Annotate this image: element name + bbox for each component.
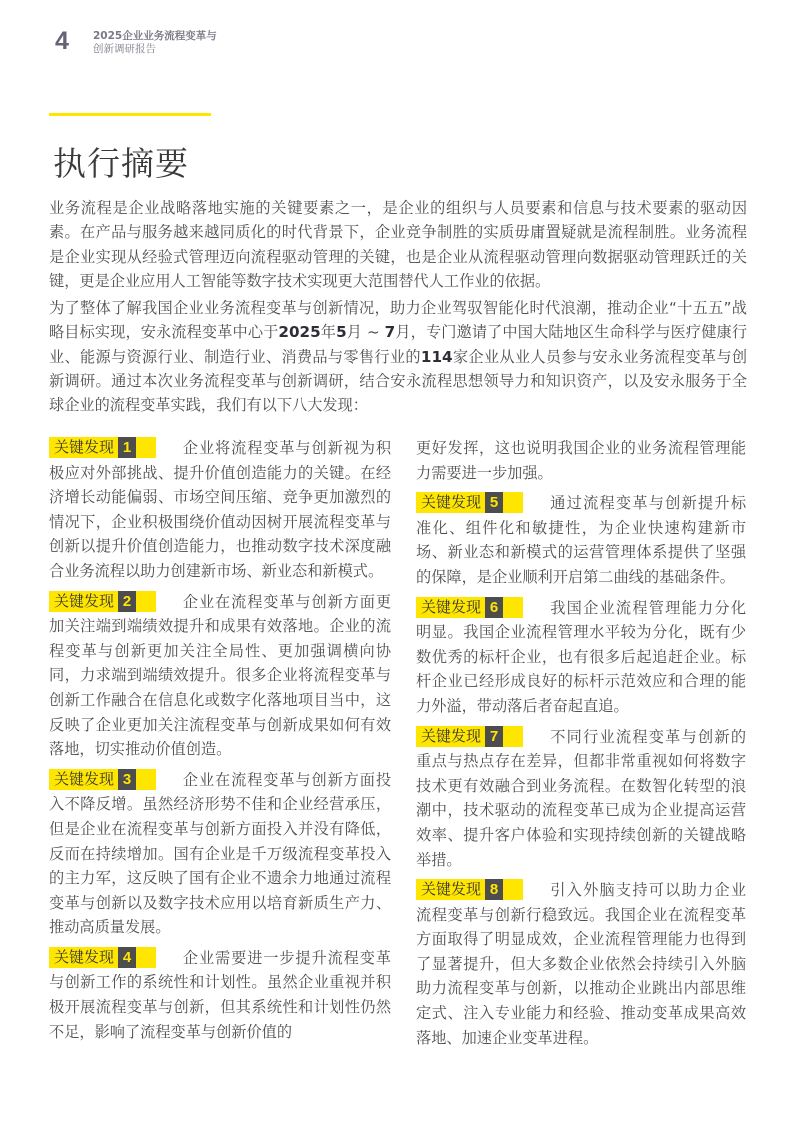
finding-badge (416, 879, 523, 900)
finding-4-continued: 更好发挥，这也说明我国企业的业务流程管理能力需要进一步加强。 (416, 439, 746, 482)
finding-number: 4 (118, 947, 136, 968)
finding-1 (49, 436, 391, 584)
survey-month-start: 5 (336, 323, 347, 342)
badge-tail (503, 879, 523, 900)
accent-divider (49, 113, 211, 116)
finding-7 (416, 725, 746, 873)
finding-text: 我国企业流程管理能力分化明显。我国企业流程管理水平较为分化，既有少数优秀的标杆企业，也有很多后起追赶企业。标杆企业已经形成良好的标杆示范效应和合理的能力外溢，带动落后者奋起直追。 (416, 598, 746, 715)
finding-6 (416, 596, 746, 719)
finding-label: 关键发现 (421, 597, 482, 616)
finding-badge (416, 492, 523, 513)
finding-number: 2 (118, 591, 136, 612)
finding-badge (49, 769, 156, 790)
badge-tail (503, 492, 523, 513)
finding-label: 关键发现 (421, 493, 482, 512)
badge-tail (503, 597, 523, 618)
finding-text: 企业需要进一步提升流程变革与创新工作的系统性和计划性。虽然企业重视并积极开展流程变革与创新，但其系统性和计划性仍然不足，影响了流程变革与创新价值的 (49, 948, 391, 1041)
intro-text: 家企业从业人员参与安永业务流程变革与创新调研。通过本次业务流程变革与创新调研，结合安永流程思想领导力和知识资产，以及安永服务于全球企业的流程变革实践，我们有以下八大发现： (49, 347, 748, 415)
section-title: 执行摘要 (53, 144, 189, 183)
finding-badge (416, 726, 523, 747)
finding-label: 关键发现 (421, 880, 482, 899)
finding-number: 5 (485, 492, 503, 513)
finding-number: 7 (485, 726, 503, 747)
company-count: 114 (420, 347, 453, 366)
finding-number: 1 (118, 437, 136, 458)
badge-tail (136, 591, 156, 612)
badge-tail (136, 437, 156, 458)
finding-text: 不同行业流程变革与创新的重点与热点存在差异，但都非常重视如何将数字技术更有效融合到业务流程。在数智化转型的浪潮中，技术驱动的流程变革已成为企业提高运营效率、提升客户体验和实现持续创新的关键战略举措。 (416, 727, 746, 869)
finding-label: 关键发现 (54, 947, 115, 966)
finding-label: 关键发现 (54, 769, 115, 788)
finding-text: 企业在流程变革与创新方面投入不降反增。虽然经济形势不佳和企业经营承压，但是企业在流程变革与创新方面投入并没有降低，反而在持续增加。国有企业是千万级流程变革投入的主力军，这反映了国有企业不遗余力地通过流程变革与创新以及数字技术应用以培育新质生产力、推动高质量发展。 (49, 770, 391, 937)
finding-text: 企业在流程变革与创新方面更加关注端到端绩效提升和成果有效落地。企业的流程变革与创新更加关注全局性、更加强调横向协同，力求端到端绩效提升。很多企业将流程变革与创新工作融合在信息化或数字化落地项目当中，这反映了企业更加关注流程变革与创新成果如何有效落地，切实推动价值创造。 (49, 592, 391, 759)
finding-8 (416, 878, 746, 1050)
finding-badge (49, 591, 156, 612)
survey-month-end: 7 (384, 323, 396, 342)
intro-paragraph-2 (49, 296, 747, 417)
finding-label: 关键发现 (421, 726, 482, 745)
finding-text: 引入外脑支持可以助力企业流程变革与创新行稳致远。我国企业在流程变革方面取得了明显成效，企业流程管理能力也得到了显著提升，但大多数企业依然会持续引入外脑助力流程变革与创新，以推动企业跳出内部思维定式、注入专业能力和经验、推动变革成果高效落地、加速企业变革进程。 (416, 881, 746, 1047)
intro-text: 月，专门邀请了中国大陆地区生命科学与医疗健康行业、能源与资源行业、制造行业、消费品与零售行业的 (49, 323, 748, 366)
finding-5 (416, 491, 746, 589)
report-title (93, 30, 217, 56)
finding-badge (49, 947, 156, 968)
finding-badge (49, 437, 156, 458)
badge-tail (503, 726, 523, 747)
intro-text: 月 ~ (346, 323, 385, 342)
page-number: 4 (55, 27, 69, 55)
survey-year: 2025 (278, 323, 321, 342)
finding-text: 通过流程变革与创新提升标准化、组件化和敏捷性，为企业快速构建新市场、新业态和新模式的运营管理体系提供了坚强的保障，是企业顺利开启第二曲线的基础条件。 (416, 494, 746, 586)
report-title-line1: 2025企业业务流程变革与 (93, 30, 217, 42)
badge-tail (136, 947, 156, 968)
finding-label: 关键发现 (54, 591, 115, 610)
finding-4 (49, 946, 391, 1044)
finding-number: 3 (118, 769, 136, 790)
finding-number: 8 (485, 879, 503, 900)
finding-3 (49, 768, 391, 940)
finding-label: 关键发现 (54, 438, 115, 456)
finding-text: 企业将流程变革与创新视为积极应对外部挑战、提升价值创造能力的关键。在经济增长动能偏弱、市场空间压缩、竞争更加激烈的情况下，企业积极围绕价值动因树开展流程变革与创新以提升价值创造能力，也推动数字技术深度融合业务流程以助力创建新市场、新业态和新模式。 (49, 439, 391, 580)
report-title-line2: 创新调研报告 (93, 43, 156, 55)
findings-column-right (416, 436, 746, 1056)
intro-text: 年 (320, 323, 337, 342)
intro-paragraph-1: 业务流程是企业战略落地实施的关键要素之一，是企业的组织与人员要素和信息与技术要素的驱动因素。在产品与服务越来越同质化的时代背景下，企业竞争制胜的实质毋庸置疑就是流程制胜。业务流程是企业实现从经验式管理迈向流程驱动管理的关键，也是企业从流程驱动管理向数据驱动管理跃迁的关键，更是企业应用人工智能等数字技术实现更大范围替代人工作业的依据。 (49, 199, 747, 290)
finding-badge (416, 597, 523, 618)
finding-2 (49, 590, 391, 762)
findings-column-left (49, 436, 391, 1050)
finding-number: 6 (485, 597, 503, 618)
badge-tail (136, 769, 156, 790)
intro-text: 为了整体了解我国企业业务流程变革与创新情况，助力企业驾驭智能化时代浪潮，推动企业“十五五”战略目标实现，安永流程变革中心于 (49, 299, 747, 342)
